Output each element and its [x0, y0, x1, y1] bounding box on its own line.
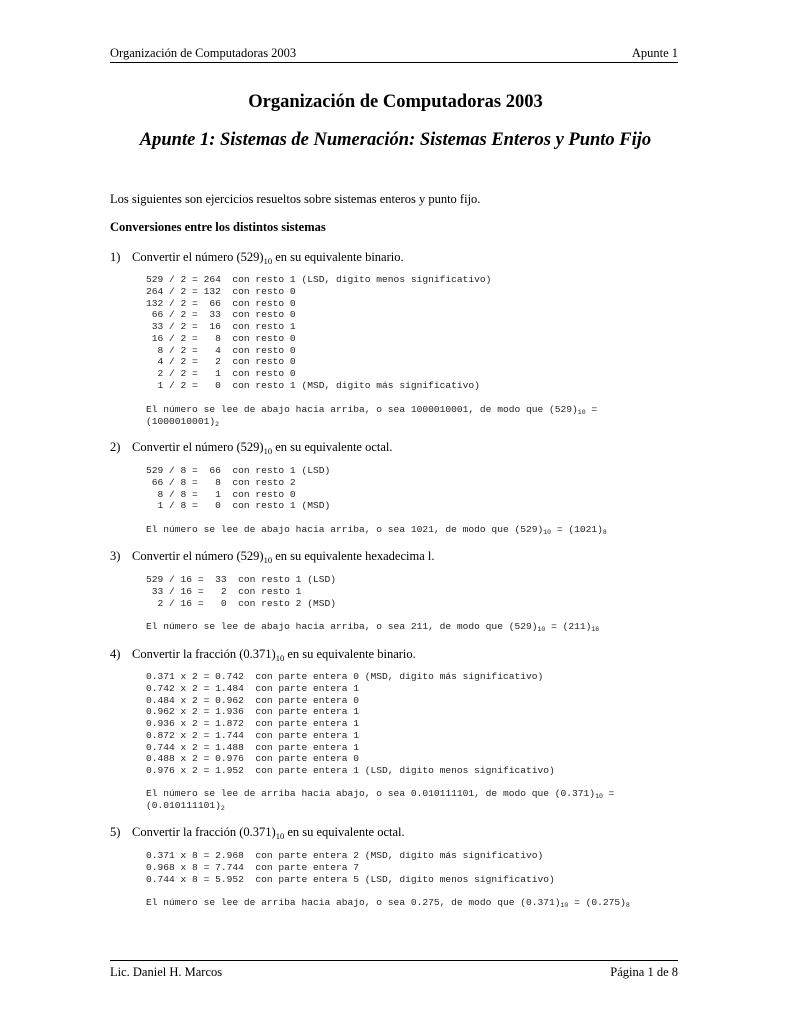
exercise-5-statement: 5) Convertir la fracción $(0.371)_{10}$ en su equivalente octal. [110, 825, 405, 841]
exercise-1-result: El número se lee de abajo hacia arriba, o sea 1000010001, de modo que $(529)_{10}$ = $(1000010001)_2$ [146, 404, 598, 428]
exercise-3-calculation: 529 / 16 = 33 con resto 1 (LSD) 33 / 16 = 2 con resto 1 2 / 16 = 0 con resto 2 (MSD) [146, 574, 336, 609]
footer-page-number: Página 1 de 8 [610, 965, 678, 979]
exercise-number: 1) [110, 250, 121, 264]
exercise-5-calculation: 0.371 x 8 = 2.968 con parte entera 2 (MSD, digito más significativo) 0.968 x 8 = 7.744 con parte entera 7 0.744 x 8 = 5.952 con parte entera 5 (LSD, digito menos significativo) [146, 850, 555, 885]
document-subtitle: Apunte 1: Sistemas de Numeración: Sistemas Enteros y Punto Fijo [139, 130, 652, 150]
exercise-1-statement: 1) Convertir el número $(529)_{10}$ en su equivalente binario. [110, 250, 404, 266]
exercise-2-statement: 2) Convertir el número $(529)_{10}$ en su equivalente octal. [110, 440, 393, 456]
document-title: Organización de Computadoras 2003 [248, 92, 543, 112]
exercise-3-statement: 3) Convertir el número $(529)_{10}$ en su equivalente hexadecima l. [110, 549, 435, 565]
page-footer [110, 960, 678, 981]
header-document-label: Apunte 1 [631, 46, 678, 60]
exercise-5-result: El número se lee de arriba hacia abajo, o sea 0.275, de modo que $(0.371)_{10} = (0.275)_8$ [146, 897, 630, 909]
exercise-4-statement: 4) Convertir la fracción $(0.371)_{10}$ en su equivalente binario. [110, 647, 416, 663]
footer-author: Lic. Daniel H. Marcos [110, 965, 223, 979]
exercise-3-result: El número se lee de abajo hacia arriba, o sea 211, de modo que $(529)_{10} = (211)_{16}$ [146, 621, 600, 633]
exercise-4-result: El número se lee de arriba hacia abajo, o sea 0.010111101, de modo que $(0.371)_{10}$ = $(0.010111101)_2$ [146, 788, 615, 812]
exercise-4-calculation: 0.371 x 2 = 0.742 con parte entera 0 (MSD, digito más significativo) 0.742 x 2 = 1.484 con parte entera 1 0.484 x 2 = 0.962 con parte entera 0 0.962 x 2 = 1.936 con parte entera 1 0.936 x 2 = 1.872 con parte entera 1 0.872 x 2 = 1.744 con parte entera 1 0.744 x 2 = 1.488 con parte entera 1 0.488 x 2 = 0.976 con parte entera 0 0.976 x 2 = 1.952 con parte entera 1 (LSD, digito menos significativo) [146, 671, 555, 776]
header-course-title: Organización de Computadoras 2003 [110, 46, 297, 60]
exercise-number: 5) [110, 825, 121, 839]
exercise-number: 3) [110, 549, 121, 563]
exercise-2-result: El número se lee de abajo hacia arriba, o sea 1021, de modo que $(529)_{10} = (1021)_8$ [146, 524, 607, 536]
section-heading: Conversiones entre los distintos sistemas [110, 220, 326, 234]
exercise-2-calculation: 529 / 8 = 66 con resto 1 (LSD) 66 / 8 = 8 con resto 2 8 / 8 = 1 con resto 0 1 / 8 = 0 con resto 1 (MSD) [146, 465, 331, 512]
page-header [110, 46, 678, 63]
exercise-number: 2) [110, 440, 121, 454]
intro-paragraph: Los siguientes son ejercicios resueltos sobre sistemas enteros y punto fijo. [110, 192, 481, 206]
exercise-number: 4) [110, 647, 121, 661]
exercise-1-calculation: 529 / 2 = 264 con resto 1 (LSD, digito menos significativo) 264 / 2 = 132 con resto 0 132 / 2 = 66 con resto 0 66 / 2 = 33 con resto 0 33 / 2 = 16 con resto 1 16 / 2 = 8 con resto 0 8 / 2 = 4 con resto 0 4 / 2 = 2 con resto 0 2 / 2 = 1 con resto 0 1 / 2 = 0 con resto 1 (MSD, digito más significativo) [146, 274, 492, 391]
